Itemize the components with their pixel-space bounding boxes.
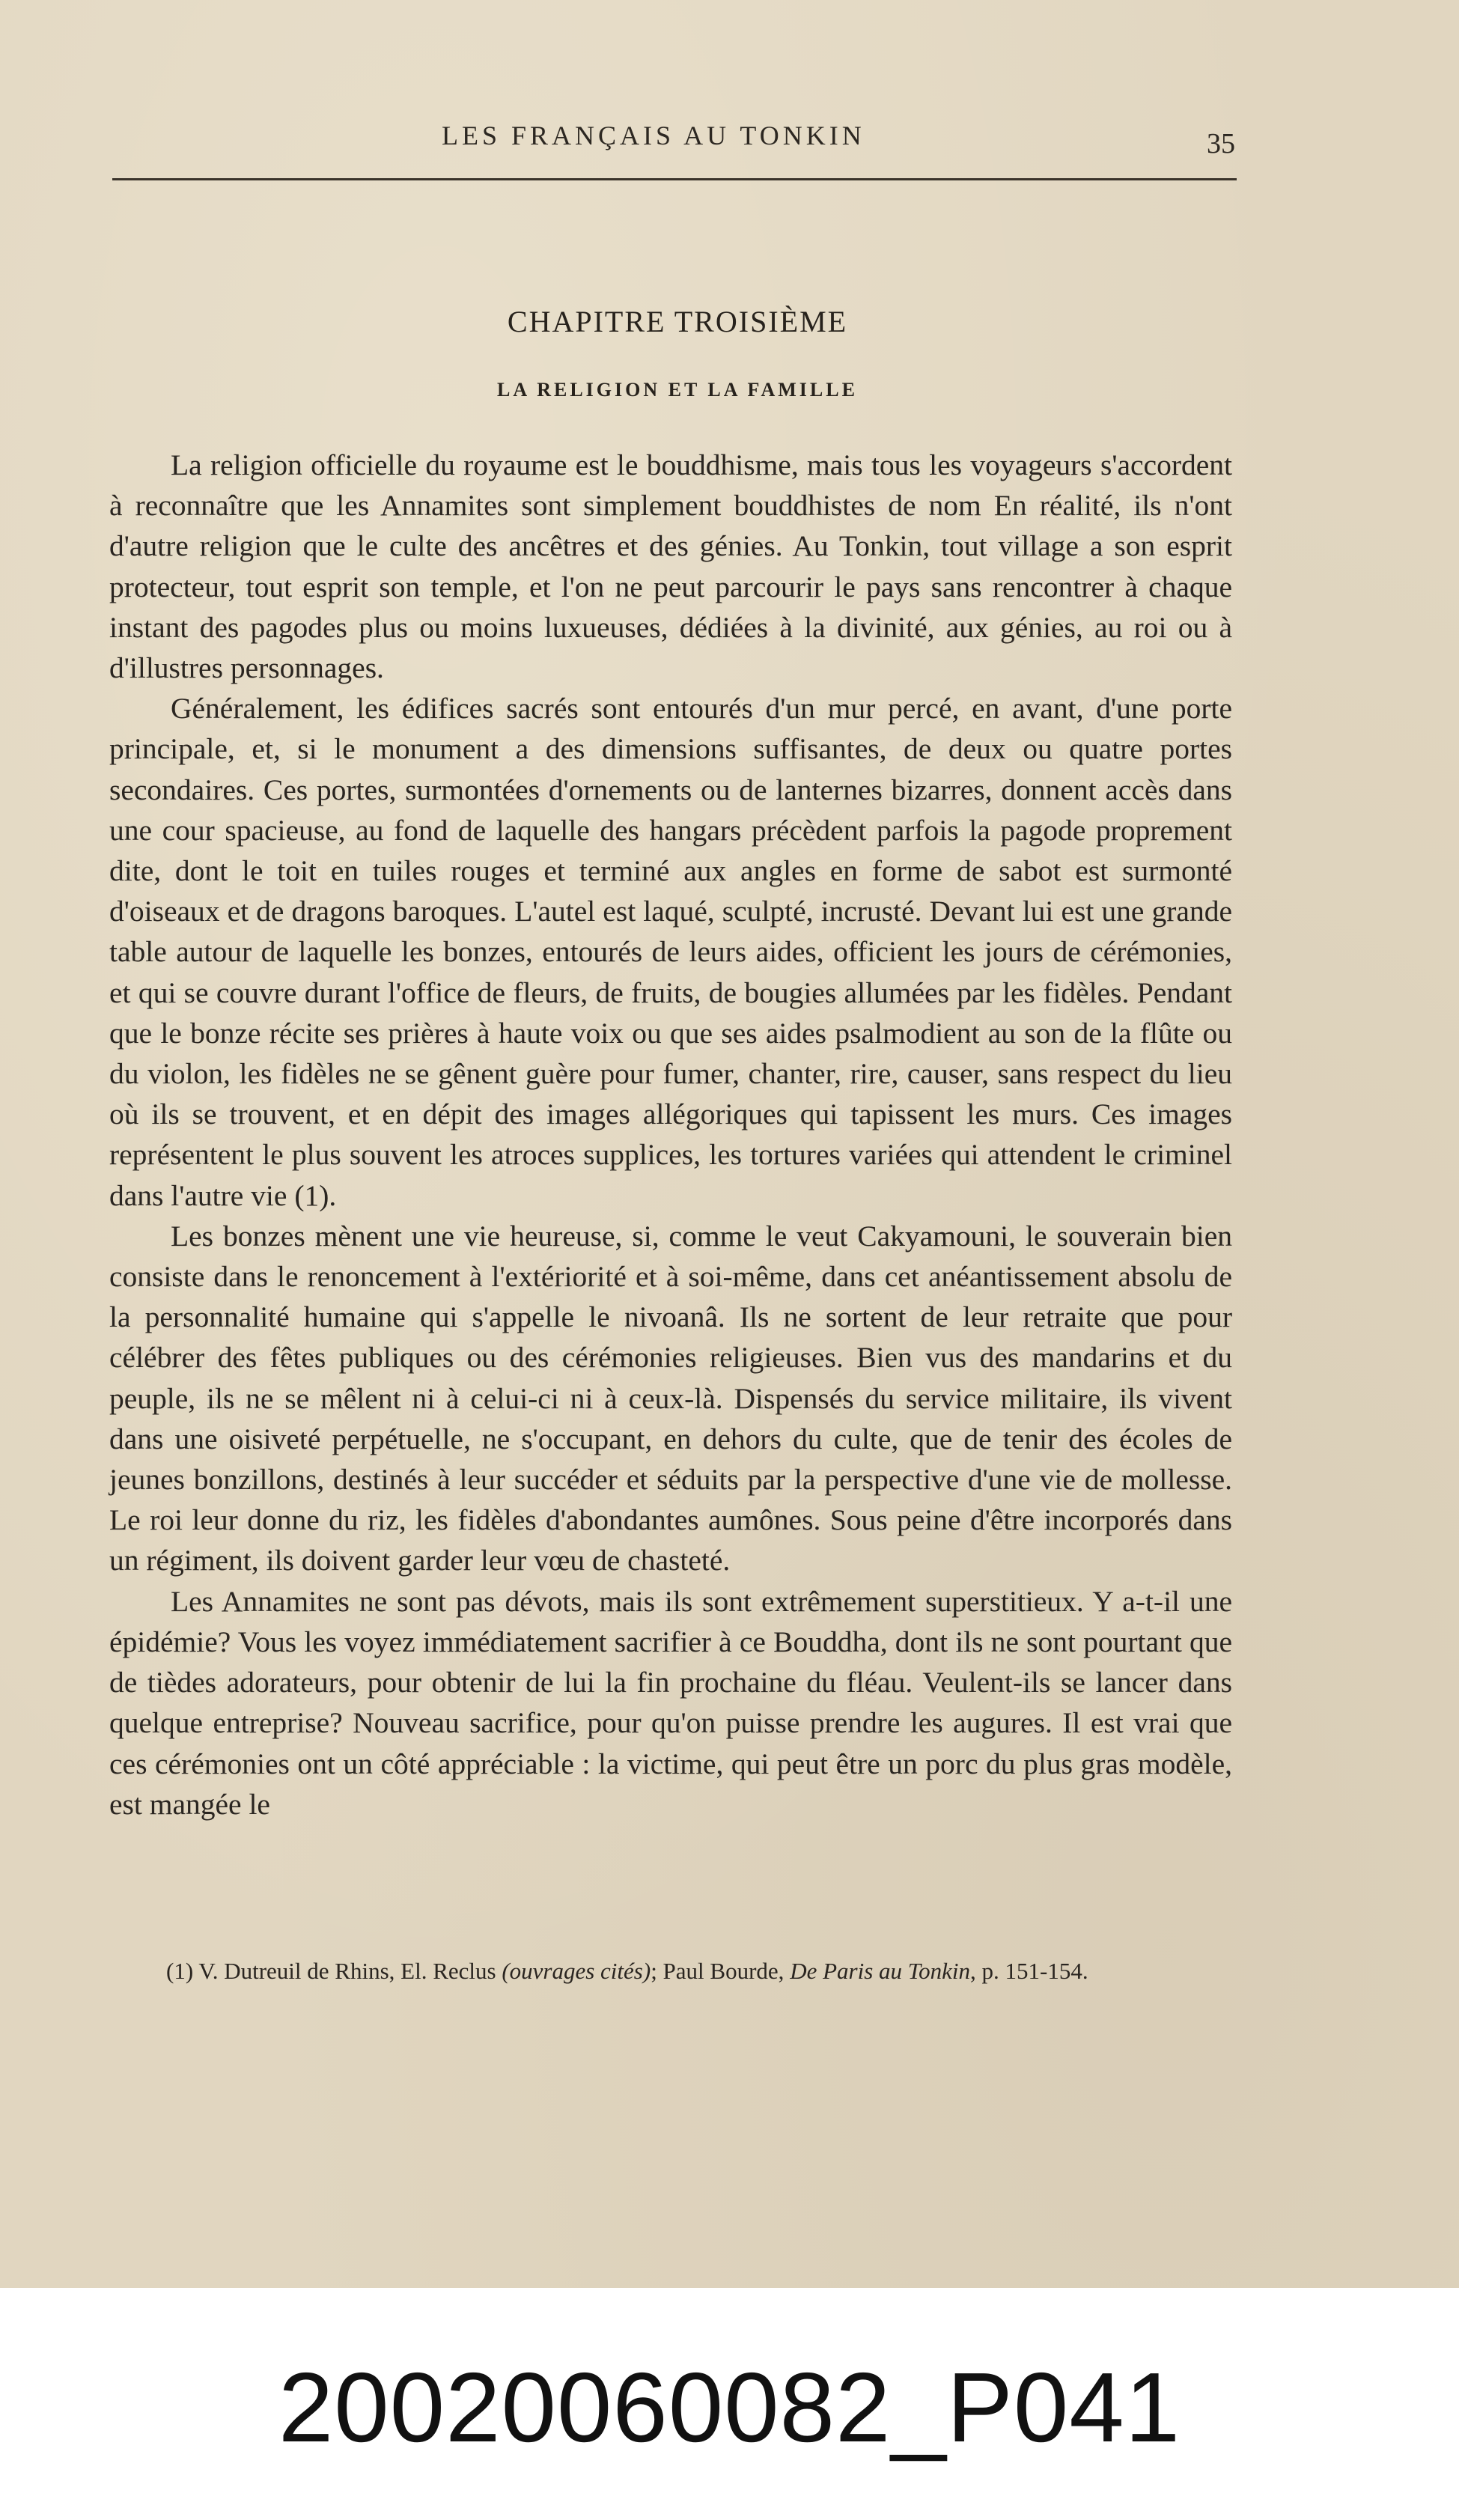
running-head: LES FRANÇAIS AU TONKIN: [442, 121, 865, 150]
header-rule: [112, 178, 1237, 180]
footnote-suffix: , p. 151-154.: [970, 1958, 1088, 1984]
footnote: [109, 1954, 1232, 1988]
paragraph-1: La religion officielle du royaume est le bouddhisme, mais tous les voyageurs s'accordent à reconnaître que les Annamites sont simplement bouddhistes de nom En réalité, ils n'ont d'autre religion que le culte des ancêtres et des génies. Au Tonkin, tout village a son esprit protecteur, tout esprit son temple, et l'on ne peut parcourir le pays sans rencontrer à chaque instant des pagodes plus ou moins luxueuses, dédiées à la divinité, aux génies, au roi ou à d'illustres personnages.: [109, 448, 1232, 685]
paragraph-3: Les bonzes mènent une vie heureuse, si, comme le veut Cakyamouni, le souverain bien consiste dans le renoncement à l'extériorité et à soi-même, dans cet anéantissement absolu de la personnalité humaine qui s'appelle le nivoanâ. Ils ne sortent de leur retraite que pour célébrer des fêtes publiques ou des cérémonies religieuses. Bien vus des mandarins et du peuple, ils ne se mêlent ni à celui-ci ni à ceux-là. Dispensés du service militaire, ils vivent dans une oisiveté perpétuelle, ne s'occupant, en dehors du culte, que de tenir des écoles de jeunes bonzillons, destinés à leur succéder et séduits par la perspective d'une vie de mollesse. Le roi leur donne du riz, les fidèles d'abondantes aumônes. Sous peine d'être incorporés dans un régiment, ils doivent garder leur vœu de chasteté.: [109, 1219, 1232, 1577]
page-number: 35: [1207, 128, 1235, 159]
chapter-subtitle: LA RELIGION ET LA FAMILLE: [497, 379, 858, 401]
chapter-title: CHAPITRE TROISIÈME: [507, 305, 848, 338]
footnote-prefix: (1) V. Dutreuil de Rhins, El. Reclus: [166, 1958, 502, 1984]
body-text: [109, 445, 1232, 1824]
paragraph-2: Généralement, les édifices sacrés sont entourés d'un mur percé, en avant, d'une porte principale, et, si le monument a des dimensions suffisantes, de deux ou quatre portes secondaires. Ces portes, surmontées d'ornements ou de lanternes bizarres, donnent accès dans une cour spacieuse, au fond de laquelle des hangars précèdent parfois la pagode proprement dite, dont le toit en tuiles rouges et terminé aux angles en forme de sabot est surmonté d'oiseaux et de dragons baroques. L'autel est laqué, sculpté, incrusté. Devant lui est une grande table autour de laquelle les bonzes, entourés de leurs aides, officient les jours de cérémonies, et qui se couvre durant l'office de fleurs, de fruits, de bougies allumées par les fidèles. Pendant que le bonze récite ses prières à haute voix ou que ses aides psalmodient au son de la flûte ou du violon, les fidèles ne se gênent guère pour fumer, chanter, rire, causer, sans respect du lieu où ils se trouvent, et en dépit des images allégoriques qui tapissent les murs. Ces images représentent le plus souvent les atroces supplices, les tortures variées qui attendent le criminel dans l'autre vie (1).: [109, 692, 1232, 1212]
footnote-works-cited: (ouvrages cités): [502, 1958, 651, 1984]
footnote-book-title: De Paris au Tonkin: [790, 1958, 971, 1984]
paragraph-4: Les Annamites ne sont pas dévots, mais ils sont extrêmement superstitieux. Y a-t-il une épidémie? Vous les voyez immédiatement sacrifier à ce Bouddha, dont ils ne sont pourtant que de tièdes adorateurs, pour obtenir de lui la fin prochaine du fléau. Veulent-ils se lancer dans quelque entreprise? Nouveau sacrifice, pour qu'on puisse prendre les augures. Il est vrai que ces cérémonies ont un côté appréciable : la victime, qui peut être un porc du plus gras modèle, est mangée le: [109, 1584, 1232, 1821]
footnote-middle: ; Paul Bourde,: [651, 1958, 791, 1984]
page-header: [112, 120, 1235, 165]
image-caption: 20020060082_P041: [278, 2352, 1181, 2462]
